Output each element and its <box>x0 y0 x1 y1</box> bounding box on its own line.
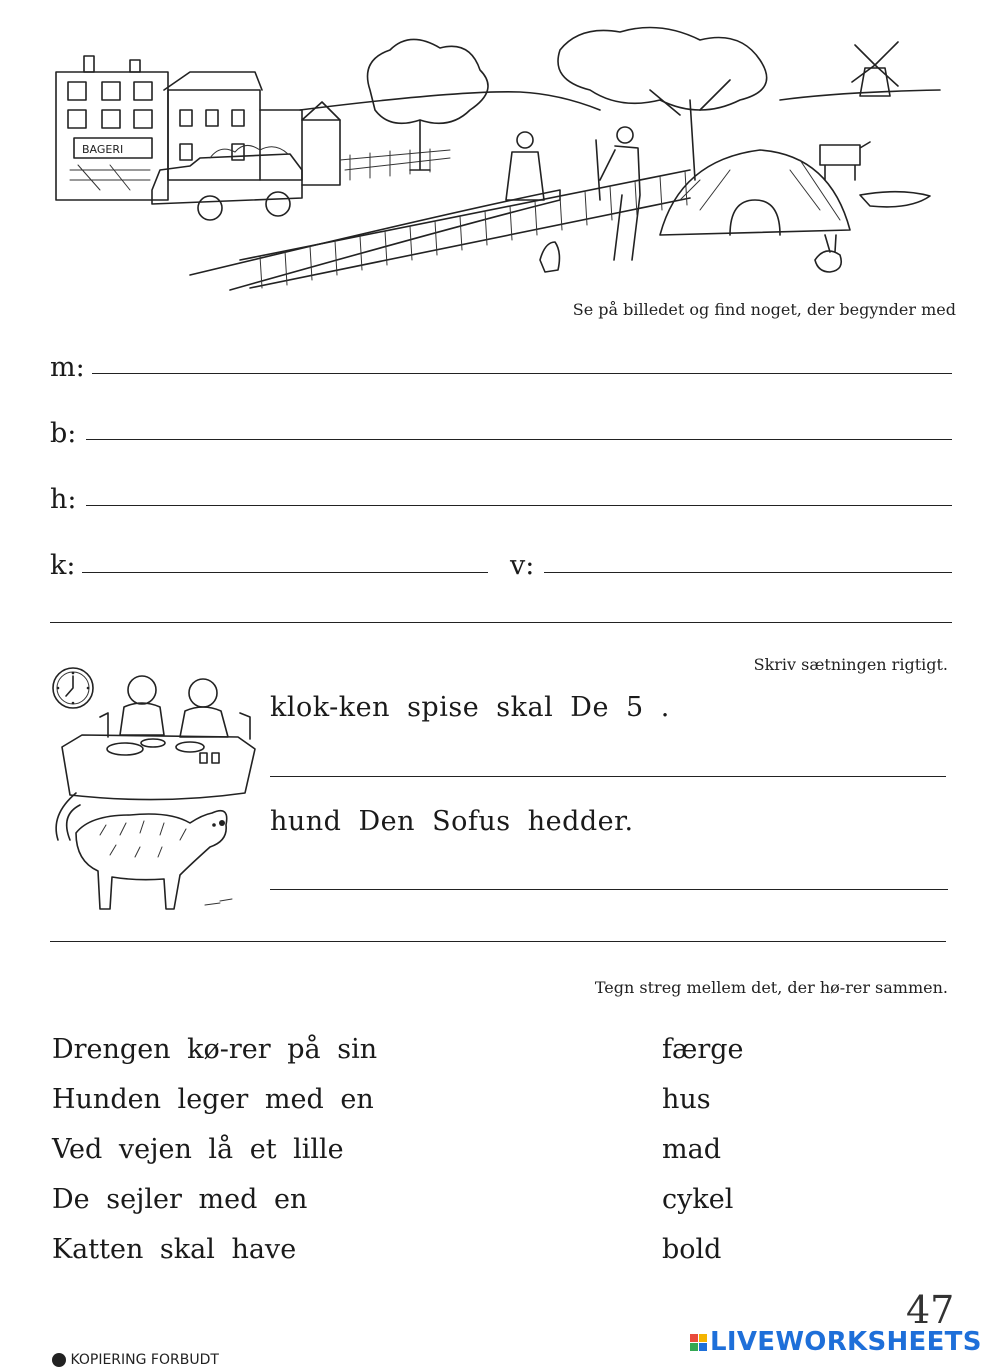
liveworksheets-brand: LIVEWORKSHEETS <box>710 1327 982 1357</box>
answer-line-m[interactable] <box>92 373 952 374</box>
match-left-2[interactable]: Hunden leger med en <box>52 1084 374 1115</box>
animals <box>540 142 930 272</box>
fence <box>240 170 690 288</box>
match-right-3[interactable]: mad <box>662 1134 721 1165</box>
instruction-write-sentence: Skriv sætningen rigtigt. <box>753 655 948 674</box>
section-divider-2 <box>50 941 946 942</box>
haystack-hut <box>660 150 850 235</box>
children-at-table <box>100 676 250 739</box>
bakery-sign: BAGERI <box>82 143 124 156</box>
dinner-dog-illustration <box>40 665 265 920</box>
copyright-text: KOPIERING FORBUDT <box>70 1352 219 1368</box>
answer-line-k[interactable] <box>82 572 488 573</box>
truck <box>152 145 302 220</box>
bakery-building <box>56 56 168 200</box>
scrambled-sentence-2: hund Den Sofus hedder. <box>270 806 634 837</box>
dog <box>56 793 232 909</box>
answer-line-h[interactable] <box>86 505 952 506</box>
match-right-1[interactable]: færge <box>662 1034 744 1065</box>
instruction-match: Tegn streg mellem det, der hø-rer sammen. <box>594 978 948 997</box>
houses-row <box>164 72 450 185</box>
liveworksheets-logo[interactable] <box>690 1326 982 1358</box>
trees <box>368 28 767 181</box>
letter-label-m: m: <box>50 352 85 383</box>
answer-line-sentence-1[interactable] <box>270 776 946 777</box>
section-divider-1 <box>50 622 952 623</box>
letter-label-b: b: <box>50 418 77 449</box>
copyright-icon <box>52 1353 66 1367</box>
table <box>62 735 255 800</box>
clock-icon <box>53 668 93 708</box>
letter-label-h: h: <box>50 484 77 515</box>
scrambled-sentence-1: klok-ken spise skal De 5 . <box>270 692 670 723</box>
answer-line-sentence-2[interactable] <box>270 889 948 890</box>
letter-label-v: v: <box>510 550 535 581</box>
match-left-1[interactable]: Drengen kø-rer på sin <box>52 1034 378 1065</box>
copyright-notice <box>52 1352 219 1368</box>
answer-line-b[interactable] <box>86 439 952 440</box>
instruction-find-word: Se på billedet og find noget, der begynder med <box>572 300 956 319</box>
match-right-2[interactable]: hus <box>662 1084 711 1115</box>
liveworksheets-grid-icon <box>690 1334 707 1351</box>
letter-label-k: k: <box>50 550 76 581</box>
match-right-5[interactable]: bold <box>662 1234 722 1265</box>
match-left-5[interactable]: Katten skal have <box>52 1234 297 1265</box>
answer-line-v[interactable] <box>544 572 952 573</box>
page-number: 47 <box>906 1288 955 1332</box>
match-left-4[interactable]: De sejler med en <box>52 1184 308 1215</box>
match-right-4[interactable]: cykel <box>662 1184 734 1215</box>
windmill <box>780 42 940 100</box>
match-left-3[interactable]: Ved vejen lå et lille <box>52 1134 344 1165</box>
village-scene-illustration <box>40 20 960 300</box>
